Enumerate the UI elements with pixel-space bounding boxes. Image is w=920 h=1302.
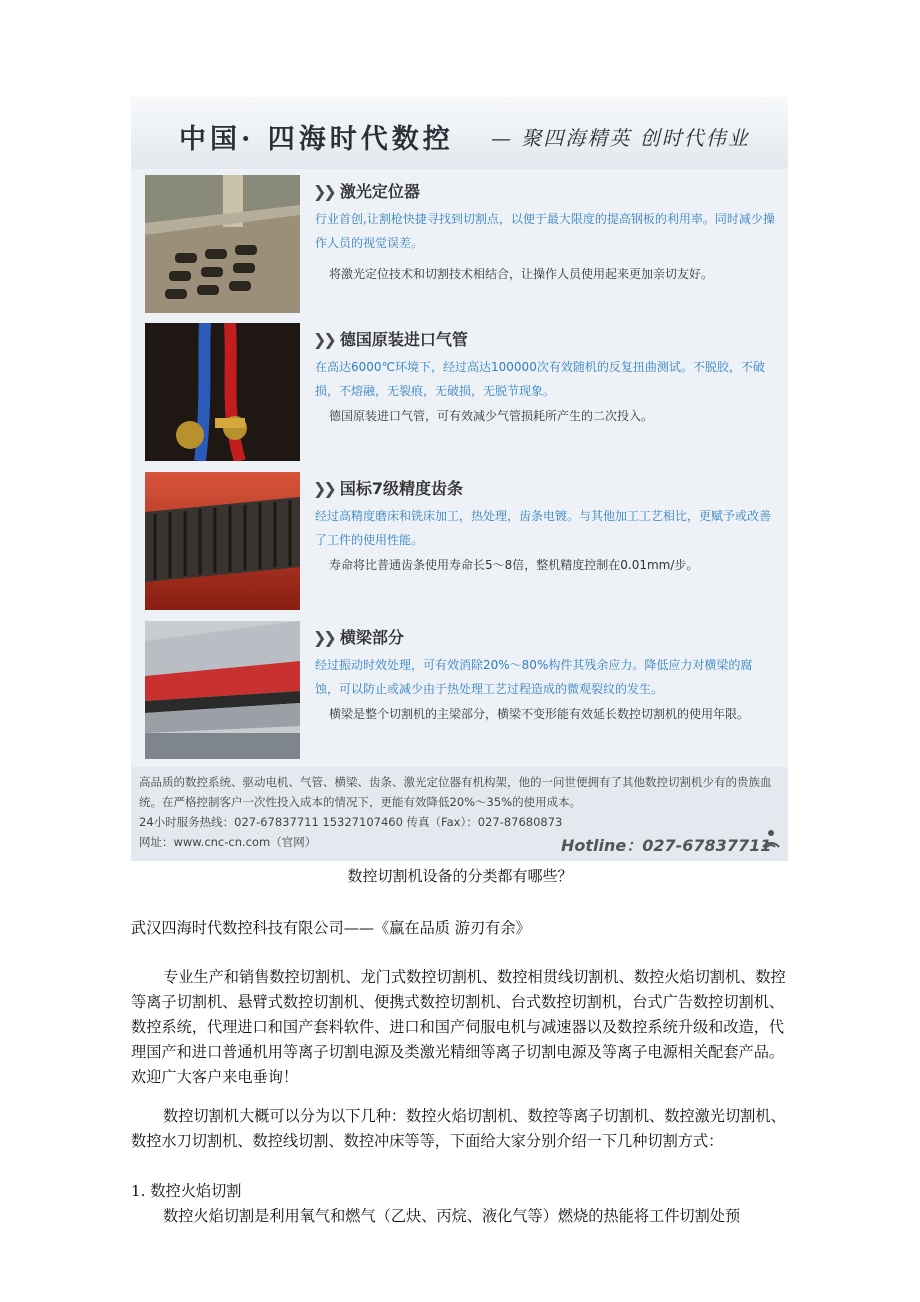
- section-blue-text: 经过高精度磨床和铣床加工，热处理，齿条电镀。与其他加工工艺相比，更赋予或改善了工件的使用性能。: [315, 509, 772, 547]
- crossbeam-photo: [145, 621, 300, 759]
- company-line: 武汉四海时代数控科技有限公司——《赢在品质 游刃有余》: [131, 919, 531, 937]
- air-hose-photo: [145, 323, 300, 461]
- section-blue-text: 经过振动时效处理，可有效消除20%～80%构件其残余应力。降低应力对横梁的腐蚀，可以防止或减少由于热处理工艺过程造成的微观裂纹的发生。: [315, 658, 753, 696]
- section-heading: [313, 327, 468, 350]
- feature-crossbeam: [131, 621, 788, 761]
- section-heading-flame: 1. 数控火焰切割: [131, 1182, 242, 1200]
- section-heading-text: 国标7级精度齿条: [339, 479, 463, 498]
- laser-locator-photo: [145, 175, 300, 313]
- section-blue-text: 行业首创,让割枪快捷寻找到切割点，以便于最大限度的提高钢板的利用率。同时减少操作人员的视觉误差。: [315, 212, 775, 250]
- product-banner: [131, 97, 788, 861]
- banner-header: [131, 97, 788, 169]
- chevron-right-icon: ❯❯: [313, 479, 334, 498]
- image-caption: 数控切割机设备的分类都有哪些？: [347, 867, 573, 885]
- section-blue-text: 在高达6000℃环境下，经过高达100000次有效随机的反复扭曲测试。不脱胶，不破损，不熔融，无裂痕，无破损，无脱节现象。: [315, 360, 765, 398]
- section-heading: [313, 476, 463, 499]
- banner-footer: [131, 767, 788, 861]
- section-heading: [313, 625, 404, 648]
- footer-contact: 24小时服务热线：027-67837711 15327107460 传真（Fax）：027-87680873: [139, 815, 563, 829]
- section-heading-text: 横梁部分: [339, 628, 404, 647]
- section-gray-text: 寿命将比普通齿条使用寿命长5～8倍，整机精度控制在0.01mm/步。: [329, 558, 699, 572]
- footer-website: 网址：www.cnc-cn.com（官网）: [139, 835, 317, 849]
- feature-rack: [131, 472, 788, 612]
- section-gray-text: 将激光定位技术和切割技术相结合，让操作人员使用起来更加亲切友好。: [329, 267, 714, 281]
- classification-paragraph: 数控切割机大概可以分为以下几种：数控火焰切割机、数控等离子切割机、数控激光切割机、数控水刀切割机、数控线切割、数控冲床等等，下面给大家分别介绍一下几种切割方式：: [131, 1107, 786, 1150]
- feature-air-hose: [131, 323, 788, 463]
- hotline-text: Hotline：027-67837711: [561, 836, 772, 855]
- phone-signal-icon: [759, 825, 783, 855]
- chevron-right-icon: ❯❯: [313, 182, 334, 201]
- section-heading: [313, 179, 420, 202]
- banner-title: 中国· 四海时代数控: [179, 124, 454, 155]
- chevron-right-icon: ❯❯: [313, 628, 334, 647]
- flame-paragraph: 数控火焰切割是利用氧气和燃气（乙炔、丙烷、液化气等）燃烧的热能将工件切割处预: [163, 1207, 741, 1225]
- intro-paragraph: 专业生产和销售数控切割机、龙门式数控切割机、数控相贯线切割机、数控火焰切割机、数控等离子切割机、悬臂式数控切割机、便携式数控切割机、台式数控切割机，台式广告数控切割机、数控系统，代理进口和国产套料软件、进口和国产伺服电机与减速器以及数控系统升级和改造，代理国产和进口普通机用等离子切割电源及类激光精细等离子切割电源及等离子电源相关配套产品。 欢迎广大客户来电垂询！: [131, 968, 786, 1086]
- section-heading-text: 德国原装进口气管: [339, 330, 468, 349]
- footer-description: 高品质的数控系统、驱动电机、气管、横梁、齿条、激光定位器有机构架，他的一问世便拥有了其他数控切割机少有的贵族血统。在严格控制客户一次性投入成本的情况下，更能有效降低20%～35%的使用成本。: [139, 775, 772, 809]
- rack-photo: [145, 472, 300, 610]
- section-heading-text: 激光定位器: [339, 182, 420, 201]
- chevron-right-icon: ❯❯: [313, 330, 334, 349]
- section-gray-text: 德国原装进口气管，可有效减少气管损耗所产生的二次投入。: [329, 409, 654, 423]
- banner-slogan: — 聚四海精英 创时代伟业: [491, 126, 750, 150]
- feature-laser-locator: [131, 175, 788, 315]
- section-gray-text: 横梁是整个切割机的主梁部分，横梁不变形能有效延长数控切割机的使用年限。: [329, 707, 750, 721]
